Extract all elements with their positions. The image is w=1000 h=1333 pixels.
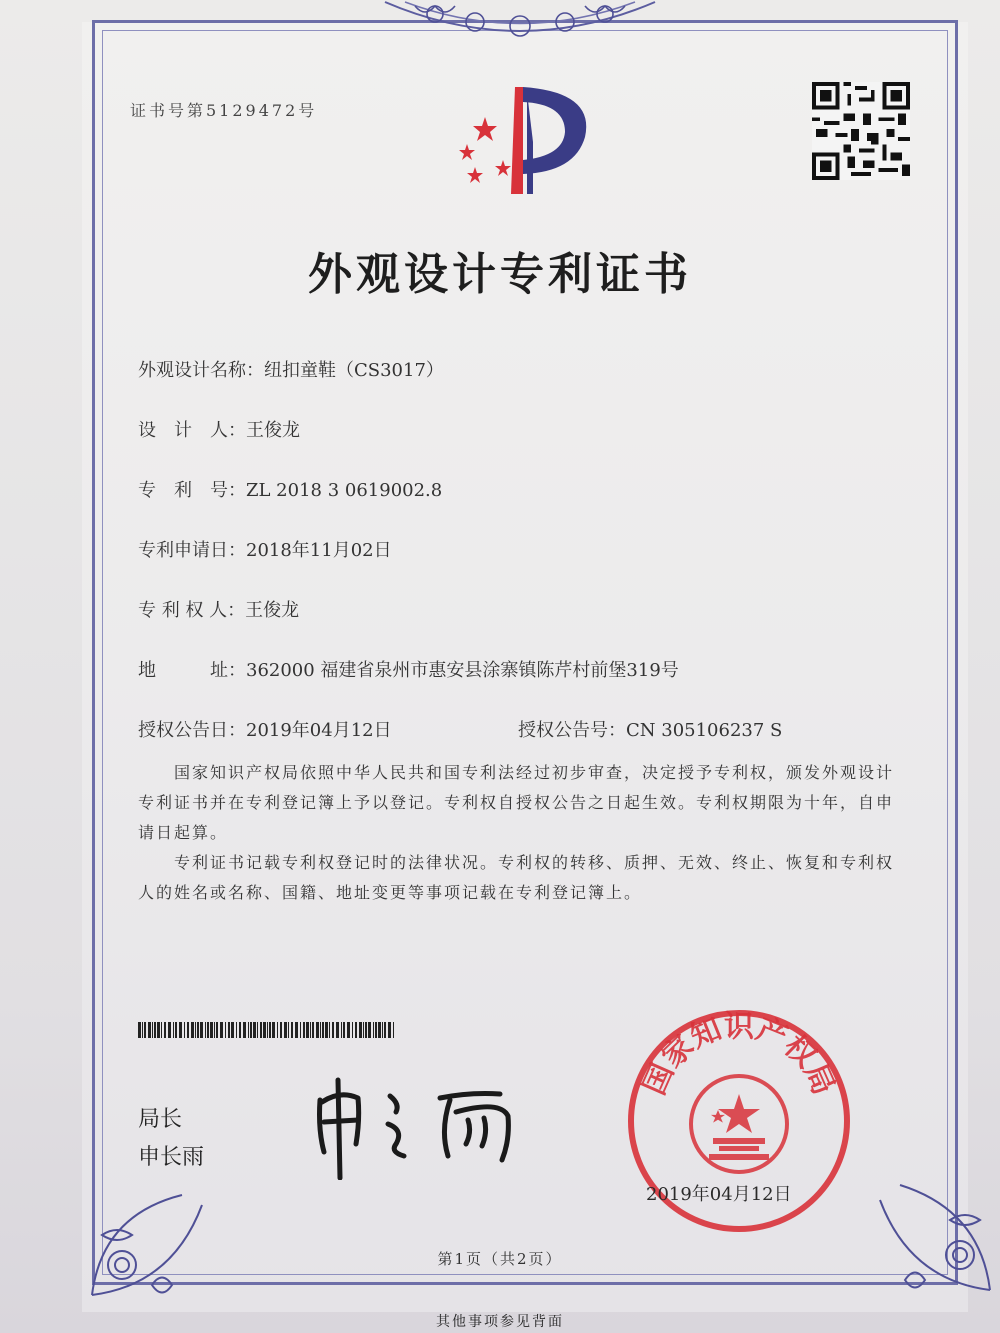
barcode-bar	[336, 1022, 339, 1038]
patentee-row	[138, 596, 299, 622]
design-name-label: 外观设计名称：	[138, 360, 264, 381]
bottom-left-ornament-icon	[82, 1175, 212, 1305]
barcode-bar	[343, 1022, 345, 1038]
application-date-label: 专利申请日：	[138, 540, 246, 561]
application-date-value: 2018年11月02日	[246, 540, 392, 561]
barcode-bar	[253, 1022, 256, 1038]
barcode-bar	[187, 1022, 189, 1038]
barcode-bar	[272, 1022, 275, 1038]
barcode-bar	[175, 1022, 177, 1038]
director-title: 局长	[138, 1107, 183, 1132]
barcode-bar	[277, 1022, 278, 1038]
statement-paragraph-2: 专利证书记载专利权登记时的法律状况。专利权的转移、质押、无效、终止、恢复和专利权人的姓名或名称、国籍、地址变更等事项记载在专利登记簿上。	[138, 853, 895, 902]
barcode-bar	[220, 1022, 223, 1038]
barcode-bar	[144, 1022, 146, 1038]
barcode-bar	[347, 1022, 350, 1038]
barcode-bar	[267, 1022, 268, 1038]
barcode-bar	[284, 1022, 287, 1038]
designer-value: 王俊龙	[246, 420, 300, 441]
patent-number-value: ZL 2018 3 0619002.8	[246, 480, 443, 501]
barcode-bar	[179, 1022, 182, 1038]
barcode-bar	[382, 1022, 383, 1038]
grant-date-row	[138, 716, 392, 742]
barcode-bar	[142, 1022, 143, 1038]
barcode-bar	[378, 1022, 381, 1038]
page-number: 第1页（共2页）	[437, 1250, 563, 1268]
barcode-bar	[322, 1022, 324, 1038]
barcode-bar	[375, 1022, 377, 1038]
grant-date-value: 2019年04月12日	[246, 720, 392, 741]
barcode-icon	[138, 1022, 398, 1038]
barcode-bar	[257, 1022, 258, 1038]
barcode-bar	[225, 1022, 226, 1038]
barcode-bar	[306, 1022, 309, 1038]
barcode-bar	[300, 1022, 301, 1038]
barcode-bar	[355, 1022, 357, 1038]
barcode-bar	[148, 1022, 151, 1038]
barcode-bar	[310, 1022, 311, 1038]
barcode-bar	[269, 1022, 271, 1038]
bottom-note: 其他事项参见背面	[436, 1314, 564, 1330]
barcode-bar	[168, 1022, 171, 1038]
barcode-bar	[197, 1022, 199, 1038]
barcode-bar	[341, 1022, 342, 1038]
patent-office-logo-icon	[445, 82, 595, 200]
barcode-bar	[316, 1022, 319, 1038]
barcode-bar	[295, 1022, 298, 1038]
patentee-label: 专 利 权 人：	[138, 600, 246, 621]
barcode-bar	[384, 1022, 386, 1038]
qr-code-icon	[812, 82, 910, 180]
top-ornament-icon	[375, 0, 665, 42]
barcode-bar	[248, 1022, 249, 1038]
svg-text:国家知识产权局	[637, 1010, 841, 1100]
director-name: 申长雨	[138, 1145, 205, 1170]
barcode-bar	[164, 1022, 166, 1038]
barcode-bar	[388, 1022, 391, 1038]
barcode-bar	[303, 1022, 305, 1038]
grant-number-row	[518, 716, 782, 742]
barcode-bar	[161, 1022, 162, 1038]
barcode-bar	[291, 1022, 293, 1038]
patentee-value: 王俊龙	[245, 600, 300, 621]
barcode-bar	[157, 1022, 160, 1038]
designer-row	[138, 416, 300, 442]
barcode-bar	[250, 1022, 252, 1038]
barcode-bar	[236, 1022, 237, 1038]
barcode-bar	[365, 1022, 367, 1038]
seal-text: 国家知识产权局	[636, 1009, 842, 1101]
barcode-bar	[152, 1022, 153, 1038]
barcode-bar	[393, 1022, 394, 1038]
statement-paragraph-1: 国家知识产权局依照中华人民共和国专利法经过初步审查，决定授予专利权，颁发外观设计专利证书并在专利登记簿上予以登记。专利权自授权公告之日起生效。专利权期限为十年，自申请日起算。	[138, 763, 895, 842]
barcode-bar	[138, 1022, 141, 1038]
barcode-bar	[288, 1022, 289, 1038]
barcode-bar	[228, 1022, 230, 1038]
barcode-bar	[243, 1022, 246, 1038]
certificate-title: 外观设计专利证书	[308, 249, 692, 300]
barcode-bar	[312, 1022, 314, 1038]
grant-date-label: 授权公告日：	[138, 720, 246, 741]
barcode-bar	[195, 1022, 196, 1038]
barcode-bar	[184, 1022, 185, 1038]
barcode-bar	[205, 1022, 206, 1038]
address-value: 362000 福建省泉州市惠安县涂寨镇陈芹村前堡319号	[246, 660, 679, 681]
patent-number-label: 专 利 号：	[138, 480, 246, 501]
barcode-bar	[154, 1022, 156, 1038]
barcode-bar	[239, 1022, 241, 1038]
barcode-bar	[368, 1022, 371, 1038]
grant-number-value: CN 305106237 S	[626, 720, 783, 741]
barcode-bar	[260, 1022, 262, 1038]
barcode-bar	[352, 1022, 353, 1038]
barcode-bar	[214, 1022, 215, 1038]
barcode-bar	[216, 1022, 218, 1038]
patent-number-row	[138, 476, 442, 502]
barcode-bar	[332, 1022, 334, 1038]
director-signature-icon	[300, 1060, 540, 1180]
address-label: 地 址：	[138, 660, 246, 681]
seal-date: 2019年04月12日	[646, 1184, 792, 1205]
barcode-bar	[373, 1022, 374, 1038]
barcode-bar	[325, 1022, 328, 1038]
designer-label: 设 计 人：	[138, 420, 246, 441]
design-name-value: 纽扣童鞋（CS3017）	[264, 360, 444, 381]
design-name-row	[138, 356, 444, 382]
barcode-bar	[173, 1022, 174, 1038]
barcode-bar	[320, 1022, 321, 1038]
barcode-bar	[207, 1022, 209, 1038]
barcode-bar	[280, 1022, 282, 1038]
barcode-bar	[231, 1022, 234, 1038]
grant-number-label: 授权公告号：	[518, 720, 626, 741]
certificate-number: 证书号第5129472号	[130, 101, 318, 120]
barcode-bar	[263, 1022, 266, 1038]
bottom-right-ornament-icon	[870, 1160, 1000, 1300]
barcode-bar	[329, 1022, 330, 1038]
barcode-bar	[191, 1022, 194, 1038]
address-row	[138, 656, 679, 682]
barcode-bar	[363, 1022, 364, 1038]
application-date-row	[138, 536, 392, 562]
barcode-bar	[359, 1022, 362, 1038]
barcode-bar	[200, 1022, 203, 1038]
barcode-bar	[210, 1022, 213, 1038]
